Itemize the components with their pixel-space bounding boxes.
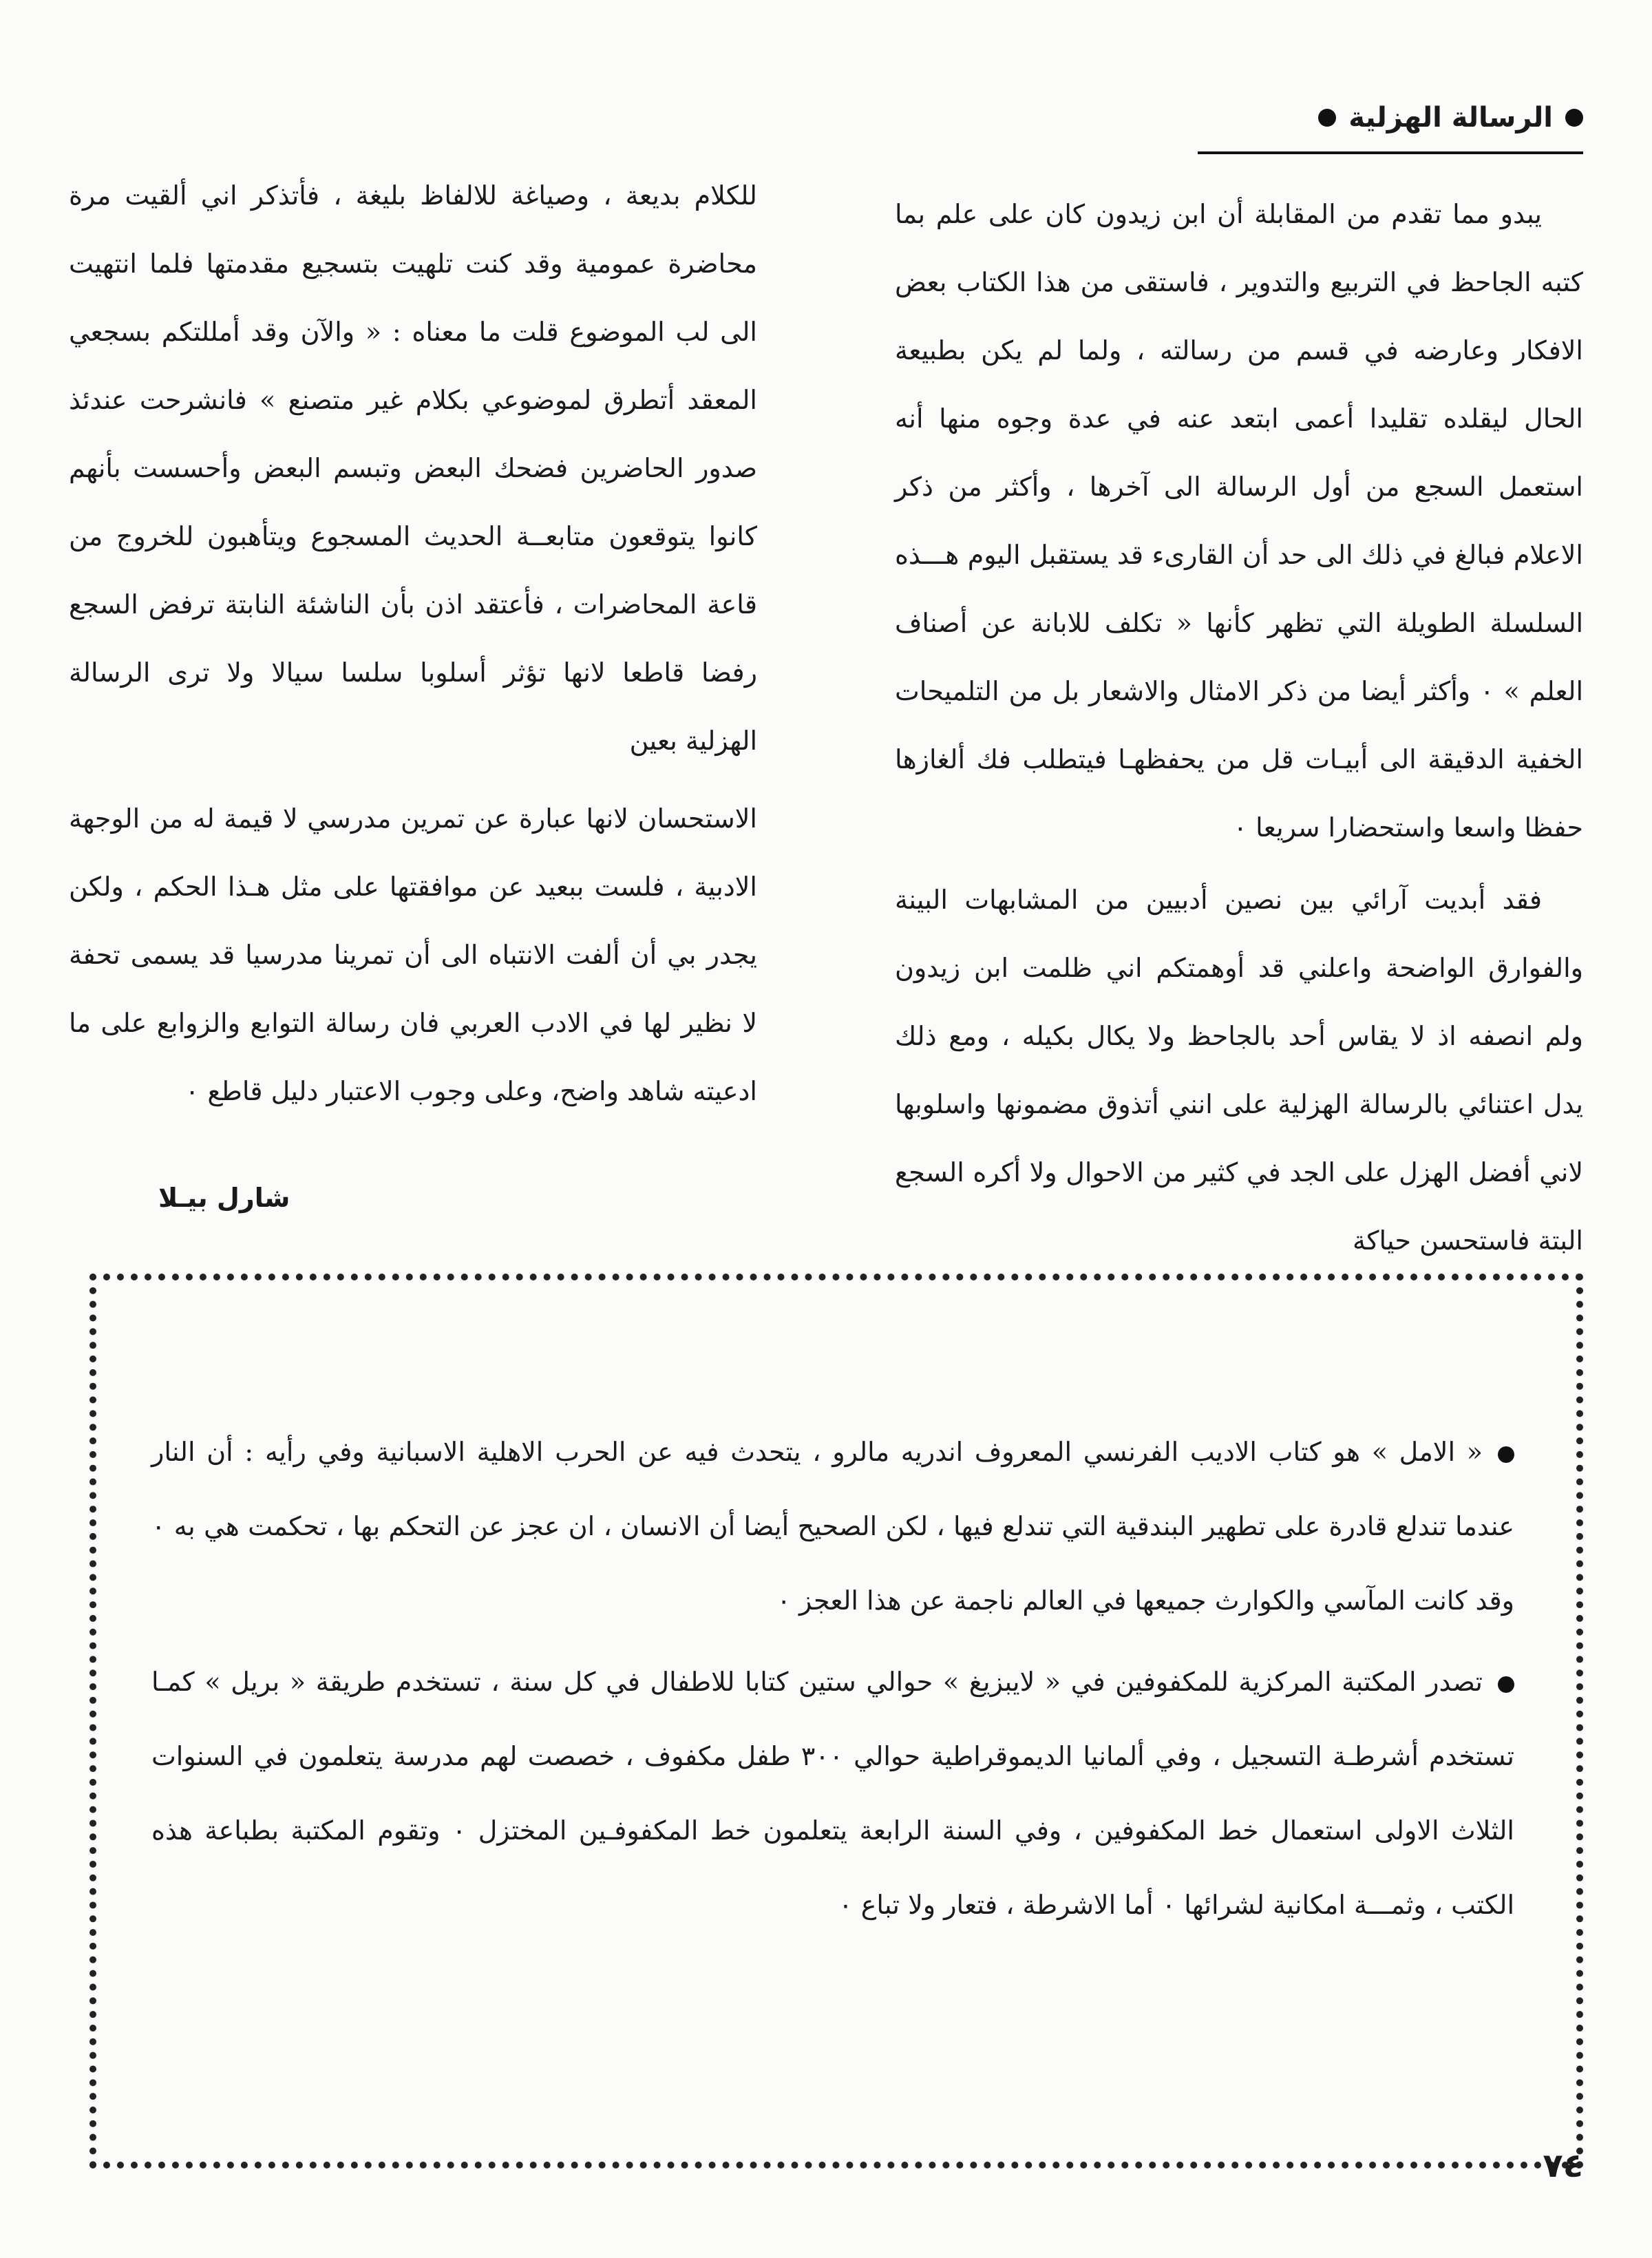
- header-rule: [1198, 151, 1583, 154]
- note-item: [151, 1645, 1514, 1942]
- note-text: « الامل » هو كتاب الاديب الفرنسي المعروف اندريه مالرو ، يتحدث فيه عن الحرب الاهلية الاسبانية وفي رأيه : أن النار عندما تندلع قادرة على تطهير البندقية التي تندلع فيها ، لكن الصحيح أيضا أن الانسان ، ان عجز عن التحكم بها ، تحكمت هي به ٠ وقد كانت المآسي والكوارث جميعها في العالم ناجمة عن هذا العجز ٠: [151, 1437, 1514, 1616]
- section-header: [1318, 102, 1583, 134]
- bullet-icon: [1498, 1676, 1514, 1693]
- left-column: [69, 162, 757, 1126]
- bullet-icon: [1565, 109, 1583, 127]
- paragraph: يبدو مما تقدم من المقابلة أن ابن زيدون كان على علم بما كتبه الجاحظ في التربيع والتدوير ، فاستقى من هذا الكتاب بعض الافكار وعارضه في قسم من رسالته ، ولما لم يكن بطبيعة الحال ليقلده تقليدا أعمى ابتعد عنه في عدة وجوه منها أنه استعمل السجع من أول الرسالة الى آخرها ، وأكثر من ذكر الاعلام فبالغ في ذلك الى حد أن القارىء قد يستقبل اليوم هـــذه السلسلة الطويلة التي تظهر كأنها « تكلف للابانة عن أصناف العلم » ٠ وأكثر أيضا من ذكر الامثال والاشعار بل من التلميحات الخفية الدقيقة الى أبيـات قل من يحفظهـا فيتطلب فك ألغازها حفظا واسعا واستحضارا سريعا ٠: [895, 199, 1584, 843]
- bullet-icon: [1318, 109, 1336, 127]
- paragraph: للكلام بديعة ، وصياغة للالفاظ بليغة ، فأتذكر اني ألقيت مرة محاضرة عمومية وقد كنت تلهيت بتسجيع مقدمتها فلما انتهيت الى لب الموضوع قلت ما معناه : « والآن وقد أمللتكم بسجعي المعقد أتطرق لموضوعي بكلام غير متصنع » فانشرحت عندئذ صدور الحاضرين فضحك البعض وتبسم البعض وأحسست بأنهم كانوا يتوقعون متابعــة الحديث المسجوع ويتأهبون للخروج من قاعة المحاضرات ، فأعتقد اذن بأن الناشئة النابتة ترفض السجع رفضا قاطعا لانها تؤثر أسلوبا سلسا سيالا ولا ترى الرسالة الهزلية بعين: [69, 180, 757, 756]
- page-number: ٧٤: [1543, 2146, 1583, 2185]
- note-text: تصدر المكتبة المركزية للمكفوفين في « لايبزيغ » حوالي ستين كتابا للاطفال في كل سنة ، تستخدم طريقة « بريل » كمـا تستخدم أشرطـة التسجيل ، وفي ألمانيا الديموقراطية حوالي ٣٠٠ طفل مكفوف ، خصصت لهم مدرسة يتعلمون في السنوات الثلاث الاولى استعمال خط المكفوفين ، وفي السنة الرابعة يتعلمون خط المكفوفـين المختزل ٠ وتقوم المكتبة بطباعة هذه الكتب ، وثمـــة امكانية لشرائها ٠ أما الاشرطة ، فتعار ولا تباع ٠: [151, 1667, 1515, 1920]
- bullet-icon: [1498, 1446, 1514, 1463]
- author-signature: شارل بيـلا: [158, 1183, 290, 1213]
- note-item: [151, 1415, 1514, 1638]
- paragraph: فقد أبديت آرائي بين نصين أدبيين من المشابهات البينة والفوارق الواضحة واعلني قد أوهمتكم اني ظلمت ابن زيدون ولم انصفه اذ لا يقاس أحد بالجاحظ ولا يكال بكيله ، ومع ذلك يدل اعتنائي بالرسالة الهزلية على انني أتذوق مضمونها واسلوبها لاني أفضل الهزل على الجد في كثير من الاحوال ولا أكره السجع البتة فاستحسن حياكة: [895, 885, 1583, 1256]
- paragraph: الاستحسان لانها عبارة عن تمرين مدرسي لا قيمة له من الوجهة الادبية ، فلست ببعيد عن موافقتها على مثل هـذا الحكم ، ولكن يجدر بي أن ألفت الانتباه الى أن تمرينا مدرسيا قد يسمى تحفة لا نظير لها في الادب العربي فان رسالة التوابع والزوابع على ما ادعيته شاهد واضح، وعلى وجوب الاعتبار دليل قاطع ٠: [69, 803, 757, 1106]
- section-title: الرسالة الهزلية: [1348, 102, 1553, 134]
- notes-content: [151, 1415, 1514, 1942]
- notes-box: [89, 1274, 1583, 2169]
- right-column: [895, 180, 1583, 1275]
